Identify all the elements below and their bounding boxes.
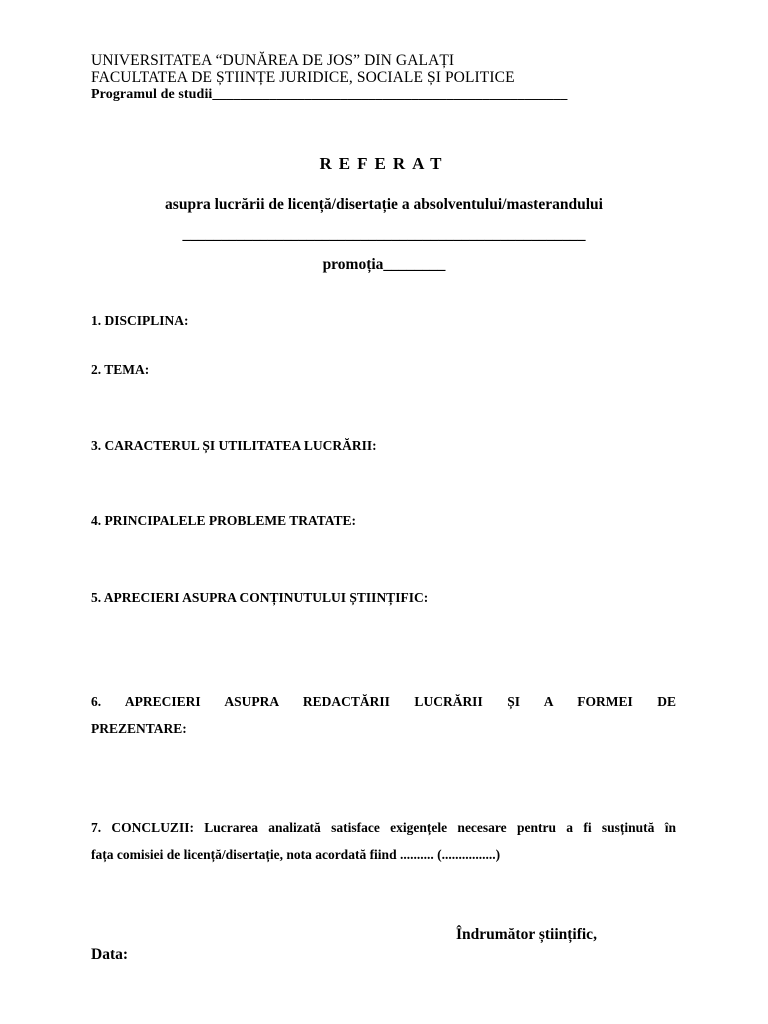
section-theme: 2. TEMA: xyxy=(91,362,150,377)
promotion-field: promoția________ xyxy=(322,256,446,273)
section-character-utility: 3. CARACTERUL ȘI UTILITATEA LUCRĂRII: xyxy=(91,438,377,453)
conclusions-line-2: fața comisiei de licență/disertație, nota acordată fiind .......... (................) xyxy=(91,847,501,862)
document-title: REFERAT xyxy=(319,154,449,173)
conclusions-line-1: 7. CONCLUZII: Lucrarea analizată satisface exigențele necesare pentru a fi susținută în xyxy=(91,820,676,835)
scientific-advisor-label: Îndrumător științific, xyxy=(456,926,597,943)
study-program-field: Programul de studii__________________________________________________ xyxy=(91,87,568,102)
section-conclusions xyxy=(91,814,676,868)
student-name-line: ____________________________________________________ xyxy=(182,226,586,243)
date-label: Data: xyxy=(91,946,129,963)
section-main-problems: 4. PRINCIPALELE PROBLEME TRATATE: xyxy=(91,513,357,528)
section-writing-line-2: PREZENTARE: xyxy=(91,721,187,736)
section-writing-presentation xyxy=(91,688,676,742)
faculty-name: FACULTATEA DE ȘTIINȚE JURIDICE, SOCIALE ȘI POLITICE xyxy=(91,69,515,86)
section-discipline: 1. DISCIPLINA: xyxy=(91,313,189,328)
section-writing-line-1: 6. APRECIERI ASUPRA REDACTĂRII LUCRĂRII ȘI A FORMEI DE xyxy=(91,694,676,709)
document-subtitle: asupra lucrării de licență/disertație a absolventului/masterandului xyxy=(165,196,603,213)
university-name: UNIVERSITATEA “DUNĂREA DE JOS” DIN GALAȚI xyxy=(91,52,455,69)
section-scientific-content: 5. APRECIERI ASUPRA CONȚINUTULUI ȘTIINȚIFIC: xyxy=(91,590,429,605)
